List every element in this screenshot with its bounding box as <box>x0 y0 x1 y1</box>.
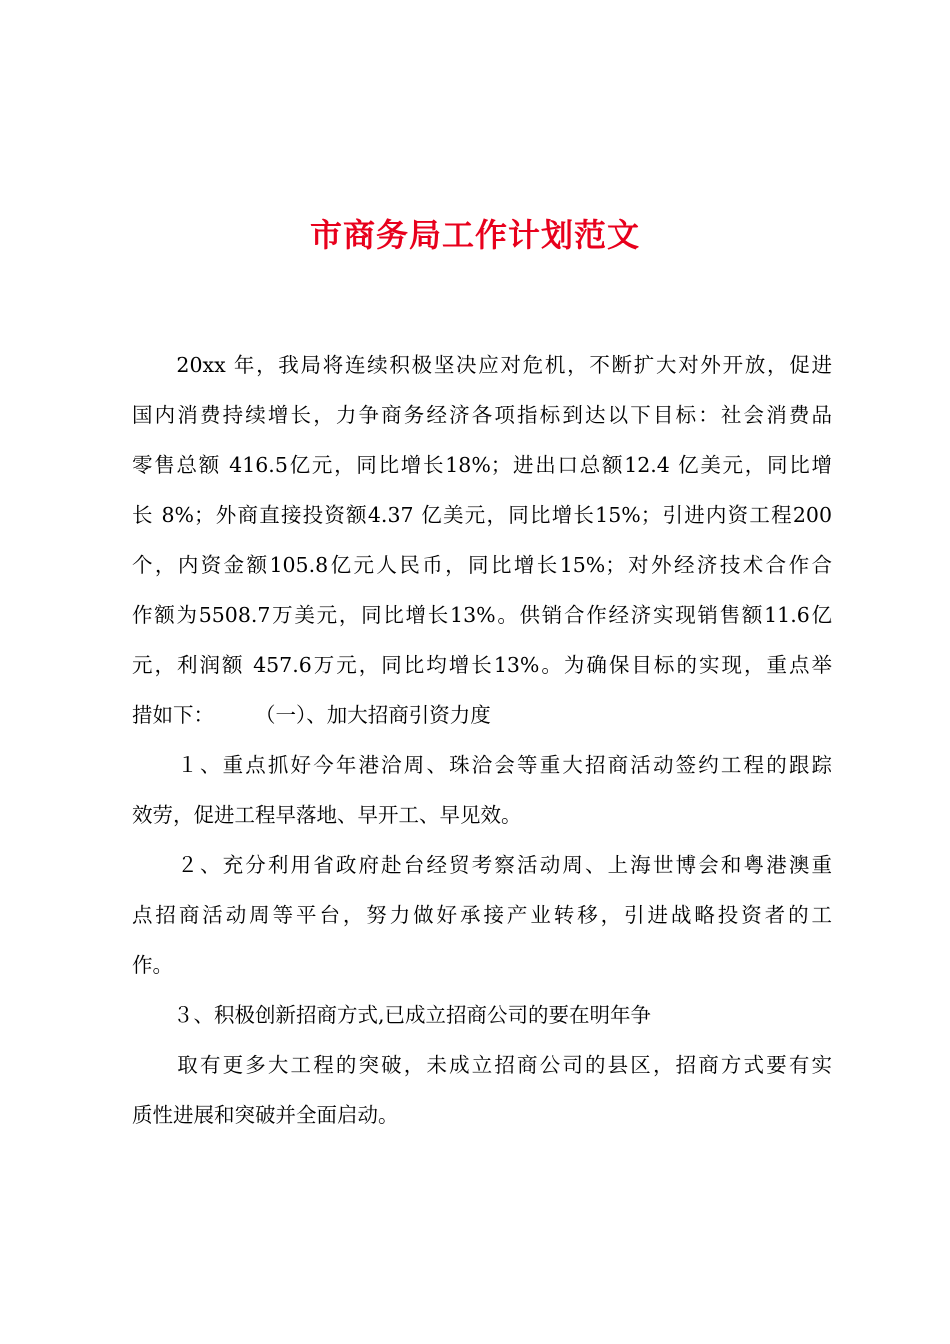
body-line: 效劳，促进工程早落地、早开工、早见效。 <box>132 803 522 827</box>
body-line: ２、充分利用省政府赴台经贸考察活动周、上海世博会和粤港澳重 <box>132 853 832 877</box>
body-line: 质性进展和突破并全面启动。 <box>132 1103 399 1127</box>
body-line: 取有更多大工程的突破，未成立招商公司的县区，招商方式要有实 <box>132 1053 832 1077</box>
body-line: １、重点抓好今年港洽周、珠洽会等重大招商活动签约工程的跟踪 <box>132 753 832 777</box>
body-line: 元，利润额 457.6万元，同比均增长13%。为确保目标的实现，重点举 <box>132 653 832 677</box>
body-line: 零售总额 416.5亿元，同比增长18%；进出口总额12.4 亿美元，同比增 <box>132 453 832 477</box>
body-line: 措如下： （一）、加大招商引资力度 <box>132 703 491 727</box>
body-line: 作。 <box>132 953 173 977</box>
body-line: 20xx 年，我局将连续积极坚决应对危机，不断扩大对外开放，促进 <box>132 353 832 377</box>
body-line: 点招商活动周等平台，努力做好承接产业转移，引进战略投资者的工 <box>132 903 832 927</box>
body-line: 国内消费持续增长，力争商务经济各项指标到达以下目标：社会消费品 <box>132 403 832 427</box>
body-line: 长 8%；外商直接投资额4.37 亿美元，同比增长15%；引进内资工程200 <box>132 503 832 527</box>
body-line: 作额为5508.7万美元，同比增长13%。供销合作经济实现销售额11.6亿 <box>132 603 832 627</box>
document-title: 市商务局工作计划范文 <box>309 216 640 254</box>
document-body <box>132 345 832 1145</box>
body-line: 个，内资金额105.8亿元人民币，同比增长15%；对外经济技术合作合 <box>132 553 832 577</box>
body-line: ３、积极创新招商方式,已成立招商公司的要在明年争 <box>132 1003 652 1027</box>
